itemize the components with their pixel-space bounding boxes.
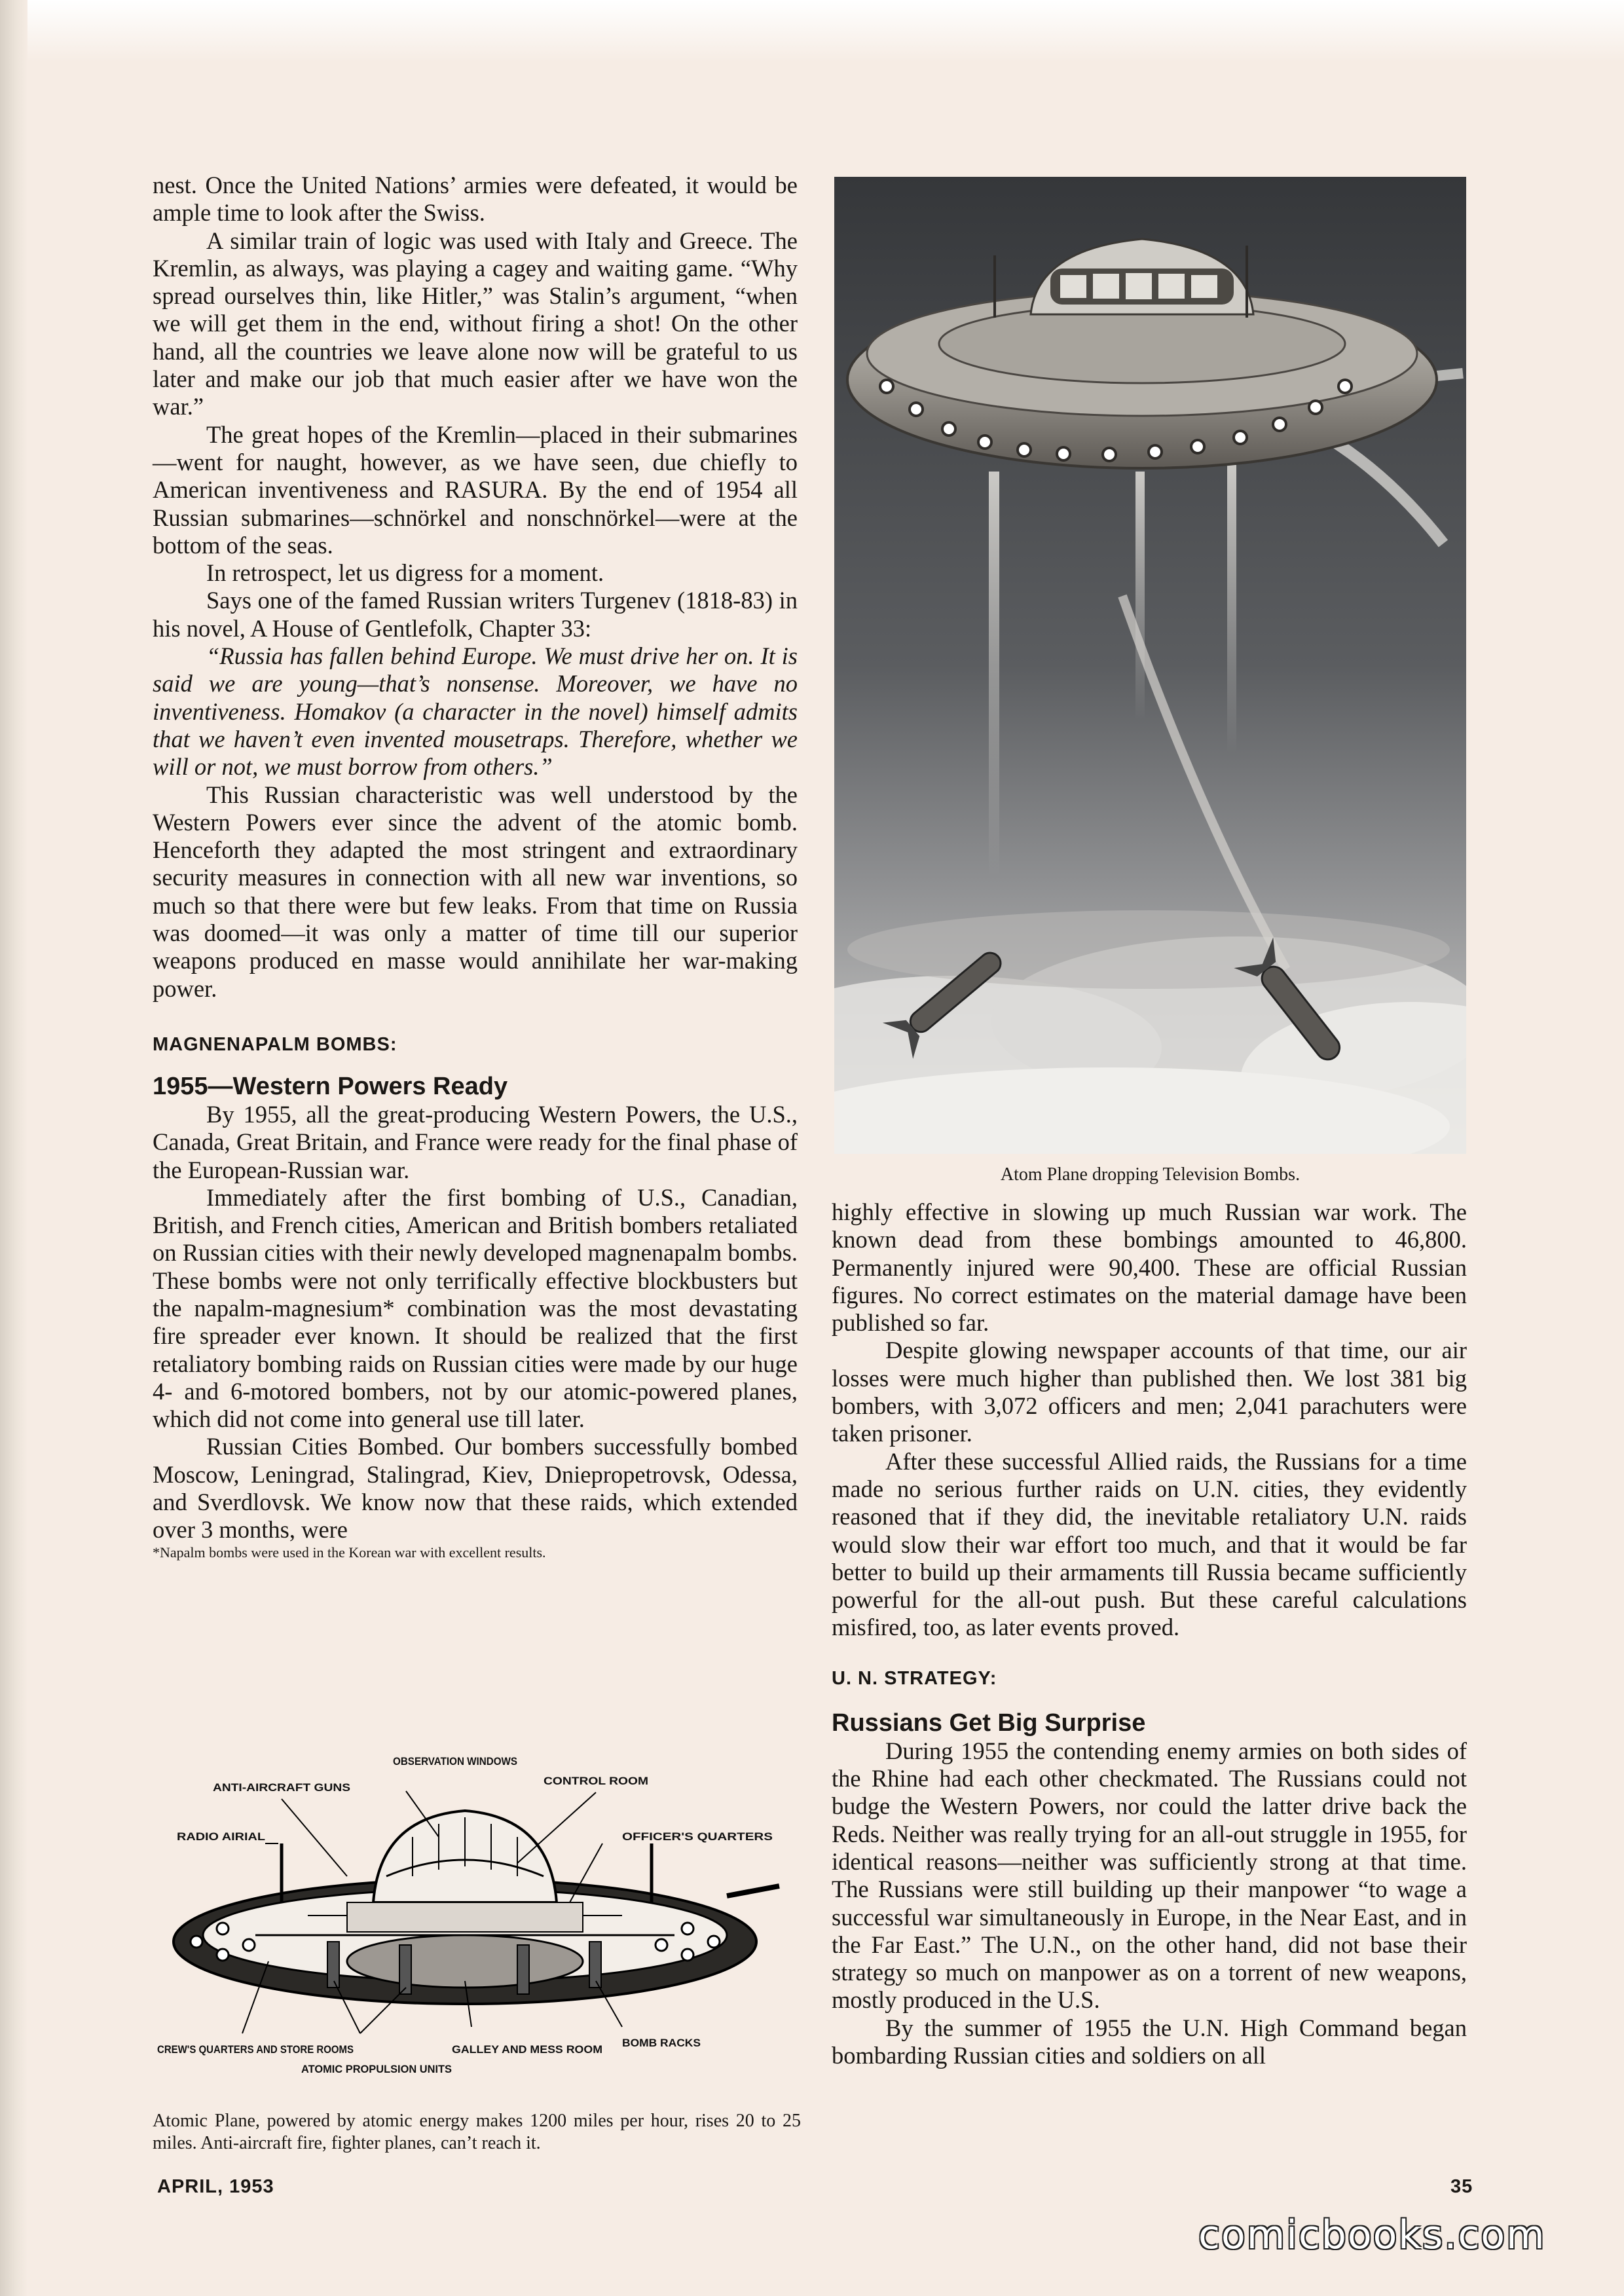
label-observation-windows: OBSERVATION WINDOWS [393,1755,517,1768]
atomic-plane-cutaway-diagram [151,1745,804,2112]
label-crews-quarters: CREW'S QUARTERS AND STORE ROOMS [157,2043,354,2056]
label-radio-airial: RADIO AIRIAL [177,1830,265,1843]
right-column-text-bottom [832,1737,1467,2070]
footnote: *Napalm bombs were used in the Korean war with excellent results. [153,1544,546,1561]
paragraph: By 1955, all the great-producing Western Powers, the U.S., Canada, Great Britain, and France were ready for the final phase of the European-Russian war. [153,1100,798,1183]
diagram-caption: Atomic Plane, powered by atomic energy makes 1200 miles per hour, rises 20 to 25 miles. Anti-aircraft fire, fighter planes, can’t reach it. [153,2111,801,2153]
label-atomic-propulsion: ATOMIC PROPULSION UNITS [301,2063,452,2075]
paragraph: This Russian characteristic was well understood by the Western Powers ever since the advent of the atomic bomb. Henceforth they adapted the most stringent and extraordinary security measures in connection with all new war inventions, so much so that there were but few leaks. From that time on Russia was doomed—it was only a matter of time till our superior weapons produced en masse would annihilate her war-making power. [153,781,798,1002]
section-label-un-strategy: U. N. STRATEGY: [832,1667,997,1689]
photo-caption: Atom Plane dropping Television Bombs. [1000,1164,1301,1185]
label-anti-aircraft-guns: ANTI-AIRCRAFT GUNS [213,1781,350,1794]
left-column [153,172,798,1561]
label-control-room: CONTROL ROOM [544,1775,648,1787]
paragraph: By the summer of 1955 the U.N. High Command began bombarding Russian cities and soldiers on all [832,2014,1467,2069]
left-column-text [153,172,798,1003]
page-binding-edge [0,0,28,2296]
atom-plane-illustration [834,177,1466,1154]
paragraph: After these successful Allied raids, the Russians for a time made no serious further raids on U.N. cities, they evidently reasoned that if they did, the inevitable retaliatory U.N. raids would slow their war effort too much, and that it would be far better to build up their armaments till Russia became sufficiently powerful for the all-out push. But these careful calculations misfired, too, as later events proved. [832,1447,1467,1641]
paragraph: nest. Once the United Nations’ armies were defeated, it would be ample time to look after the Swiss. [153,172,798,227]
site-watermark: comicbooks.com [1198,2212,1546,2258]
paragraph: Despite glowing newspaper accounts of that time, our air losses were much higher than published then. We lost 381 big bombers, with 3,072 officers and men; 2,041 parachuters were taken prisoner. [832,1337,1467,1447]
paragraph: Russian Cities Bombed. Our bombers successfully bombed Moscow, Leningrad, Stalingrad, Kiev, Dniepropetrovsk, Odessa, and Sverdlovsk. We know now that these raids, which extended over 3 months, were [153,1433,798,1544]
atom-plane-photo [834,177,1466,1154]
subhead-russians-surprise: Russians Get Big Surprise [832,1709,1146,1737]
label-officers-quarters: OFFICER'S QUARTERS [622,1830,773,1843]
right-column [832,1198,1467,2069]
section-text [153,1101,798,1544]
paragraph: A similar train of logic was used with Italy and Greece. The Kremlin, as always, was playing a cagey and waiting game. “Why spread ourselves thin, like Hitler,” was Stalin’s argument, “when we will get them in the end, without firing a shot! On the other hand, all the countries we leave alone now will be grateful to us later and make our job that much easier after we have won the war.” [153,227,798,420]
paragraph: Says one of the famed Russian writers Turgenev (1818-83) in his novel, A House of Gentlefolk, Chapter 33: [153,587,798,642]
subhead-western-powers-ready: 1955—Western Powers Ready [153,1072,508,1100]
paragraph: The great hopes of the Kremlin—placed in their submarines—went for naught, however, as we have seen, due chiefly to American inventiveness and RASURA. By the end of 1954 all Russian submarines—schnörkel and nonschnörkel—were at the bottom of the seas. [153,420,798,559]
section-label-magnenapalm: MAGNENAPALM BOMBS: [153,1033,397,1055]
paragraph: highly effective in slowing up much Russian war work. The known dead from these bombings amounted to 46,800. Permanently injured were 90,400. These are official Russian figures. No correct estimates on the material damage have been published so far. [832,1198,1467,1337]
page-number: 35 [1450,2176,1473,2197]
paragraph: Immediately after the first bombing of U.S., Canadian, British, and French cities, American and British bombers retaliated on Russian cities with their newly developed magnenapalm bombs. These bombs were not only terrifically effective blockbusters but the napalm-magnesium* combination was the most devastating fire spreader ever known. It should be realized that the first retaliatory bombing raids on Russian cities were made by our huge 4- and 6-motored bombers, not by our atomic-powered planes, which did not come into general use till later. [153,1183,798,1433]
right-column-text [832,1198,1467,1642]
paragraph: In retrospect, let us digress for a moment. [206,559,604,587]
label-galley: GALLEY AND MESS ROOM [452,2043,602,2056]
page-top-margin [0,0,1624,62]
issue-date: APRIL, 1953 [157,2176,274,2197]
cutaway-drawing [151,1745,804,2112]
paragraph: During 1955 the contending enemy armies on both sides of the Rhine had each other checkmated. The Russians could not budge the Western Powers, nor could the latter drive back the Reds. Neither was really trying for an all-out struggle in 1955, for identical reasons—neither was sufficiently strong at that time. The Russians were still building up their manpower “to wage a successful war simultaneously in Europe, in the Near East, and in the Far East.” The U.N., on the other hand, did not base their strategy so much on manpower as on a torrent of new weapons, mostly produced in the U.S. [832,1737,1467,2014]
label-bomb-racks: BOMB RACKS [622,2037,701,2049]
turgenev-quote: “Russia has fallen behind Europe. We must drive her on. It is said we are young—that’s nonsense. Moreover, we have no inventiveness. Homakov (a character in the novel) himself admits that we haven’t even invented mousetraps. Therefore, whether we will or not, we must borrow from others.” [153,642,798,781]
